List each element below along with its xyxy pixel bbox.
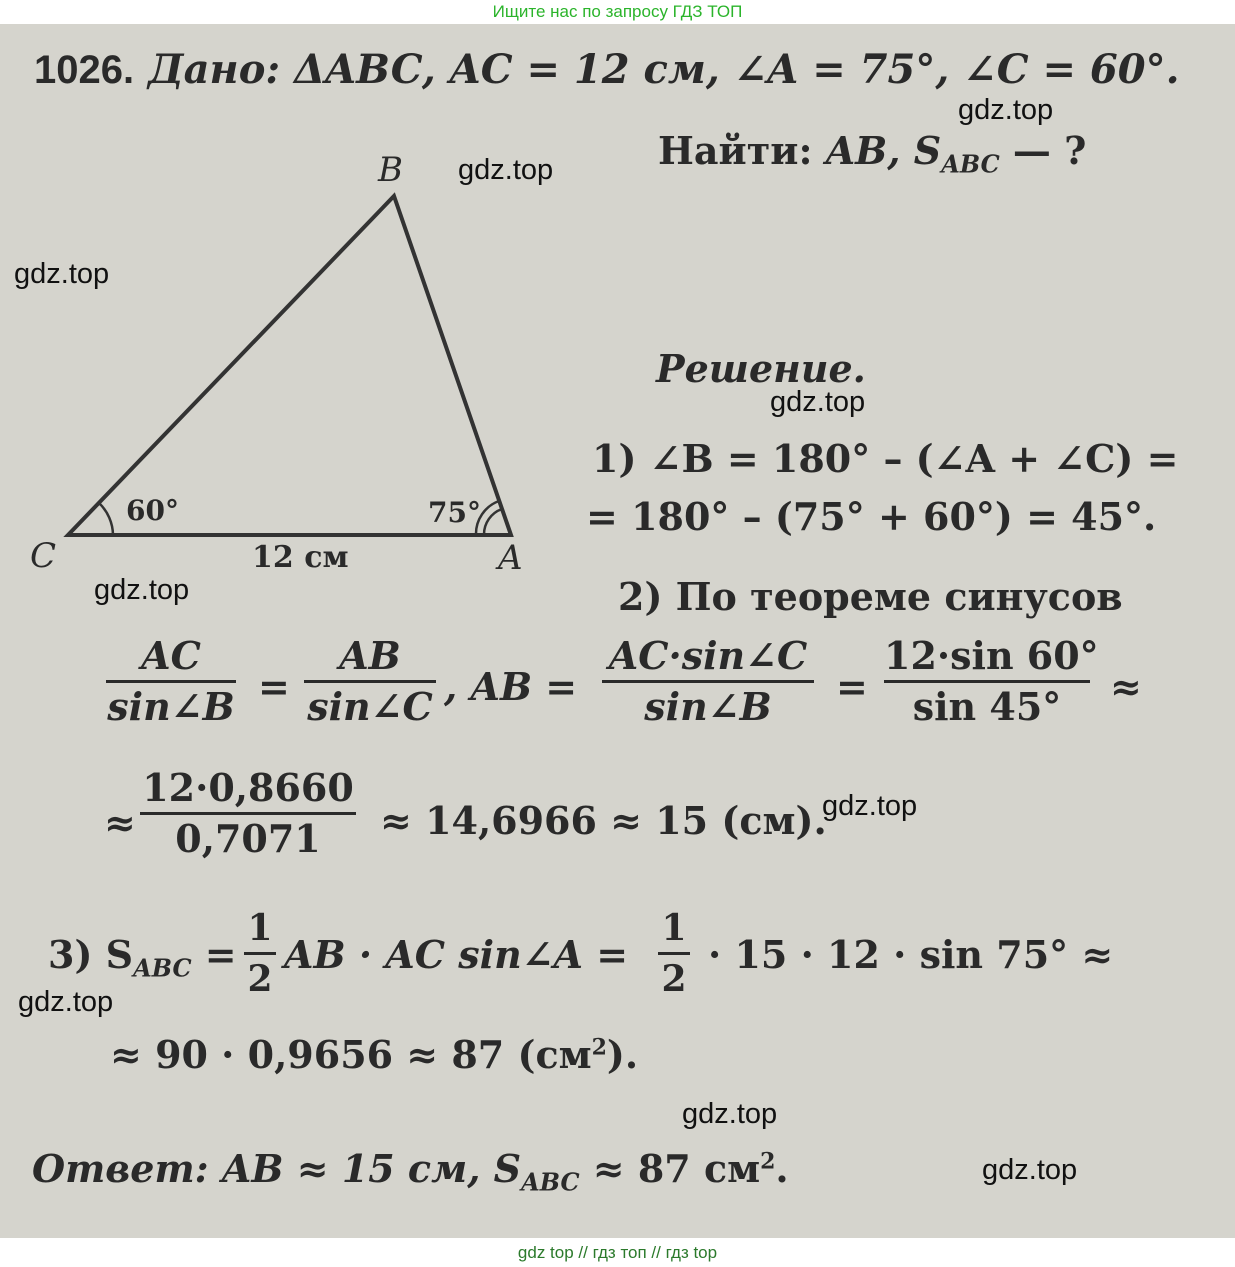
fraction-bar: [884, 680, 1090, 683]
angle-c-arc: [99, 503, 113, 535]
step2-title: 2) По теореме синусов: [618, 574, 1123, 619]
fraction-denominator: sin∠B: [644, 684, 772, 729]
fraction-bar: [658, 952, 690, 955]
find-line: [658, 128, 1086, 179]
fraction-bar: [244, 952, 276, 955]
watermark: gdz.top: [982, 1154, 1078, 1186]
fraction-ac-sinc-over-sinb: [602, 634, 814, 729]
watermark: gdz.top: [822, 790, 918, 822]
approx-sign-2: ≈: [104, 800, 136, 845]
fraction-numerator: AC·sin∠C: [608, 633, 808, 678]
step3-line2-text: ≈ 90 · 0,9656 ≈ 87 (см: [110, 1032, 592, 1077]
vertex-a-label: A: [498, 538, 523, 578]
fraction-numeric: [140, 766, 356, 861]
fraction-numerator: AB: [339, 633, 401, 678]
answer-text1: AB ≈ 15 см, S: [208, 1146, 522, 1191]
bottom-banner: gdz top // гдз топ // гдз top: [517, 1243, 718, 1262]
step3-mid: AB · AC sin∠A =: [284, 932, 629, 977]
equals-sign-2: =: [836, 664, 868, 709]
fraction-ac-over-sinb: [106, 634, 236, 729]
given-label: Дано:: [148, 46, 281, 93]
step3-line2-sup: 2: [591, 1034, 607, 1061]
fraction-numerator: 12·sin 60°: [884, 633, 1099, 678]
step3-sub: ABC: [133, 953, 192, 983]
fraction-denominator: sin 45°: [912, 684, 1062, 729]
solution-heading: Решение.: [656, 346, 866, 391]
angle-a-label: 75°: [428, 496, 481, 529]
fraction-ab-over-sinc: [304, 634, 436, 729]
watermark: gdz.top: [958, 94, 1054, 126]
watermark: gdz.top: [14, 258, 110, 290]
find-sub: ABC: [941, 149, 1000, 179]
angle-c-label: 60°: [126, 494, 179, 527]
answer-sup: 2: [760, 1148, 776, 1175]
angle-a-arc-inner: [484, 509, 502, 535]
fraction-numerator: 1: [247, 907, 273, 949]
fraction-12sin60-over-sin45: [884, 633, 1099, 729]
ab-equals: , AB =: [444, 664, 578, 709]
step1-line1: 1) ∠B = 180° – (∠A + ∠C) =: [592, 436, 1179, 481]
fraction-denominator: 0,7071: [175, 816, 321, 861]
watermark: gdz.top: [458, 154, 554, 186]
step3-tail: · 15 · 12 · sin 75° ≈: [708, 932, 1114, 977]
step3-line2-end: ).: [606, 1032, 639, 1077]
find-label: Найти:: [658, 128, 813, 173]
fraction-bar: [304, 680, 436, 683]
watermark: gdz.top: [682, 1098, 778, 1130]
step2-result: ≈ 14,6966 ≈ 15 (см).: [380, 798, 827, 843]
fraction-bar: [106, 680, 236, 683]
fraction-numerator: 1: [661, 907, 687, 949]
answer-text2: ≈ 87 см: [579, 1146, 761, 1191]
side-ca-label: 12 см: [252, 540, 349, 575]
fraction-numerator: AC: [141, 633, 201, 678]
fraction-denominator: 2: [247, 958, 273, 1000]
watermark: gdz.top: [18, 986, 114, 1018]
fraction-one-half-2: [658, 906, 690, 1001]
textbook-page: [0, 24, 1235, 1238]
step3-prefix: [48, 932, 237, 983]
watermark: gdz.top: [94, 574, 190, 606]
answer-end: .: [775, 1146, 789, 1191]
equals-sign: =: [258, 664, 290, 709]
vertex-b-label: B: [378, 150, 403, 190]
fraction-denominator: sin∠C: [307, 684, 433, 729]
step1-line2: = 180° – (75° + 60°) = 45°.: [586, 494, 1157, 539]
watermark: gdz.top: [770, 386, 866, 418]
step3-eq: =: [191, 932, 237, 977]
fraction-numerator: 12·0,8660: [142, 765, 354, 810]
approx-sign: ≈: [1110, 664, 1142, 709]
problem-number: 1026.: [34, 48, 135, 92]
top-banner: Ищите нас по запросу ГДЗ ТОП: [492, 2, 743, 21]
given-text: ΔABC, AC = 12 см, ∠A = 75°, ∠C = 60°.: [294, 46, 1180, 93]
fraction-bar: [602, 680, 814, 683]
fraction-bar: [140, 812, 356, 815]
vertex-c-label: C: [30, 536, 57, 576]
step3-line2: [110, 1032, 638, 1077]
answer-sub: ABC: [521, 1167, 580, 1197]
answer-line: [32, 1146, 789, 1197]
find-tail: — ?: [999, 128, 1087, 173]
fraction-one-half: [244, 906, 276, 1001]
fraction-denominator: 2: [661, 958, 687, 1000]
fraction-denominator: sin∠B: [107, 684, 235, 729]
find-text: AB, S: [825, 128, 942, 173]
answer-label: Ответ:: [32, 1146, 209, 1191]
step3-label: 3) S: [48, 932, 134, 977]
triangle-abc: [68, 196, 511, 535]
